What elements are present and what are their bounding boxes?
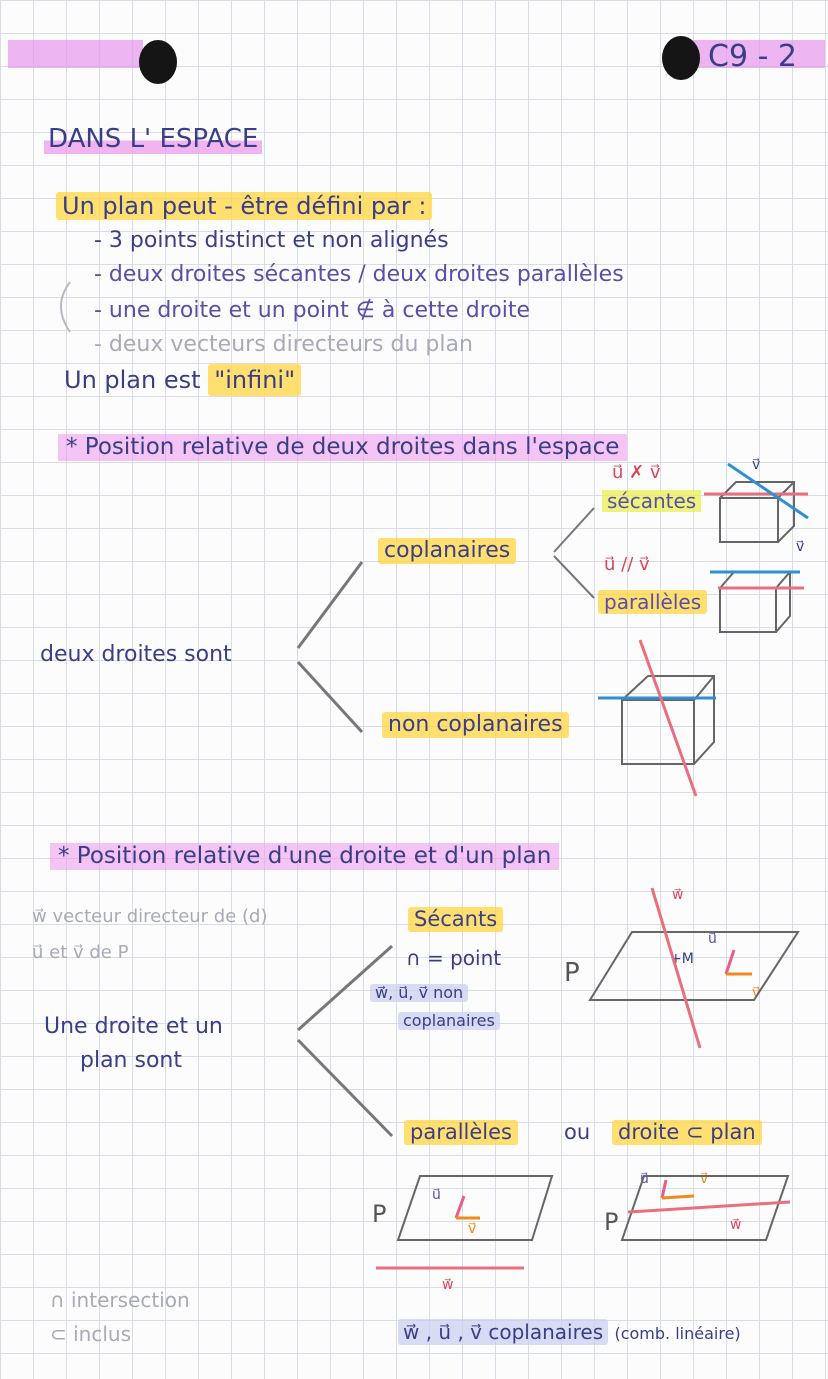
plane-secant: [590, 932, 798, 1000]
paralleles-plane-label: parallèles: [404, 1120, 518, 1145]
u-vector-label-2: u⃗: [432, 1187, 441, 1203]
coplanar-note: (comb. linéaire): [614, 1324, 741, 1343]
plane-label-3: P: [604, 1208, 619, 1236]
noncoplanar-vectors: w⃗, u⃗, v⃗ non: [370, 984, 468, 1002]
v-vector-label-3: v⃗: [752, 985, 761, 1001]
tree2-branch-down: [298, 1040, 392, 1136]
intersection-point: ∩ = point: [406, 946, 502, 970]
section1-heading: * Position relative de deux droites dans l'espace: [58, 434, 627, 461]
point-m-label: +M: [670, 951, 694, 967]
secantes-note: u⃗ ✗ v⃗: [612, 462, 661, 483]
noncoplanar-word: coplanaires: [398, 1012, 500, 1030]
section2-subject-line1: Une droite et un: [44, 1014, 223, 1039]
w-vector-label-2: w⃗: [442, 1277, 454, 1293]
definition-intro: Un plan peut - être défini par :: [56, 192, 432, 220]
plane-vectors-note: u⃗ et v⃗ de P: [32, 942, 129, 963]
plane-infinite-prefix: Un plan est: [64, 366, 201, 394]
plane-label-2: P: [372, 1200, 387, 1228]
v-vector-label-2: v⃗: [796, 539, 805, 555]
u-vector-label-3: u⃗: [640, 1171, 649, 1187]
noncoplanar-branch: non coplanaires: [382, 712, 569, 738]
u-vector-arrow-2: [456, 1196, 464, 1218]
coplanar-statement-text: w⃗ , u⃗ , v⃗ coplanaires: [398, 1319, 608, 1345]
coplanar-branch-up: [554, 508, 594, 552]
section1-subject: deux droites sont: [40, 642, 232, 667]
secantes-blue-line: [728, 464, 808, 518]
tree1-branch-down: [298, 662, 362, 732]
droite-incluse-label: droite ⊂ plan: [612, 1120, 762, 1145]
secant-line: [652, 888, 700, 1048]
legend-intersection: ∩ intersection: [50, 1288, 190, 1312]
secants-label: Sécants: [408, 907, 503, 932]
plane-infinite-word: "infini": [208, 364, 301, 396]
cube-paralleles: [720, 572, 790, 632]
u-vector-label-1: u⃗: [708, 931, 717, 947]
included-line: [628, 1202, 790, 1212]
paralleles-label: parallèles: [598, 590, 707, 614]
u-vector-arrow: [726, 950, 734, 974]
plane-label-1: P: [564, 958, 580, 988]
definition-bracket: [61, 282, 70, 332]
section2-subject-line2: plan sont: [80, 1048, 182, 1073]
w-vector-label-3: w⃗: [730, 1217, 742, 1233]
secantes-label: sécantes: [602, 490, 701, 512]
paralleles-note: u⃗ // v⃗: [604, 554, 650, 575]
definition-item-1: - 3 points distinct et non alignés: [94, 228, 449, 253]
tree1-branch-up: [298, 562, 362, 648]
tree2-branch-up: [298, 946, 392, 1030]
w-vector-label-1: w⃗: [672, 887, 684, 903]
v-vector-label-5: v⃗: [700, 1171, 709, 1187]
cube-secantes: [720, 482, 794, 542]
definition-item-3: - une droite et un point ∉ à cette droite: [94, 298, 531, 323]
course-code: C9 - 2: [708, 39, 798, 74]
u-vector-arrow-3: [662, 1180, 666, 1198]
legend-inclusion: ⊂ inclus: [50, 1322, 131, 1346]
noncoplanar-red-line: [640, 640, 696, 796]
page-title-text: DANS L' ESPACE: [48, 124, 259, 154]
direction-vector-note: w⃗ vecteur directeur de (d): [32, 906, 268, 927]
coplanar-branch-down: [554, 556, 594, 598]
definition-item-4: - deux vecteurs directeurs du plan: [94, 332, 473, 357]
coplanar-branch: coplanaires: [378, 538, 516, 564]
v-vector-label-1: v⃗: [752, 457, 761, 473]
v-vector-label-4: v⃗: [468, 1221, 477, 1237]
ou-label: ou: [564, 1120, 591, 1144]
v-vector-arrow-3: [662, 1196, 694, 1198]
definition-item-2: - deux droites sécantes / deux droites parallèles: [94, 262, 624, 287]
plane-parallel: [398, 1176, 552, 1240]
section2-heading: * Position relative d'une droite et d'un plan: [50, 843, 559, 870]
